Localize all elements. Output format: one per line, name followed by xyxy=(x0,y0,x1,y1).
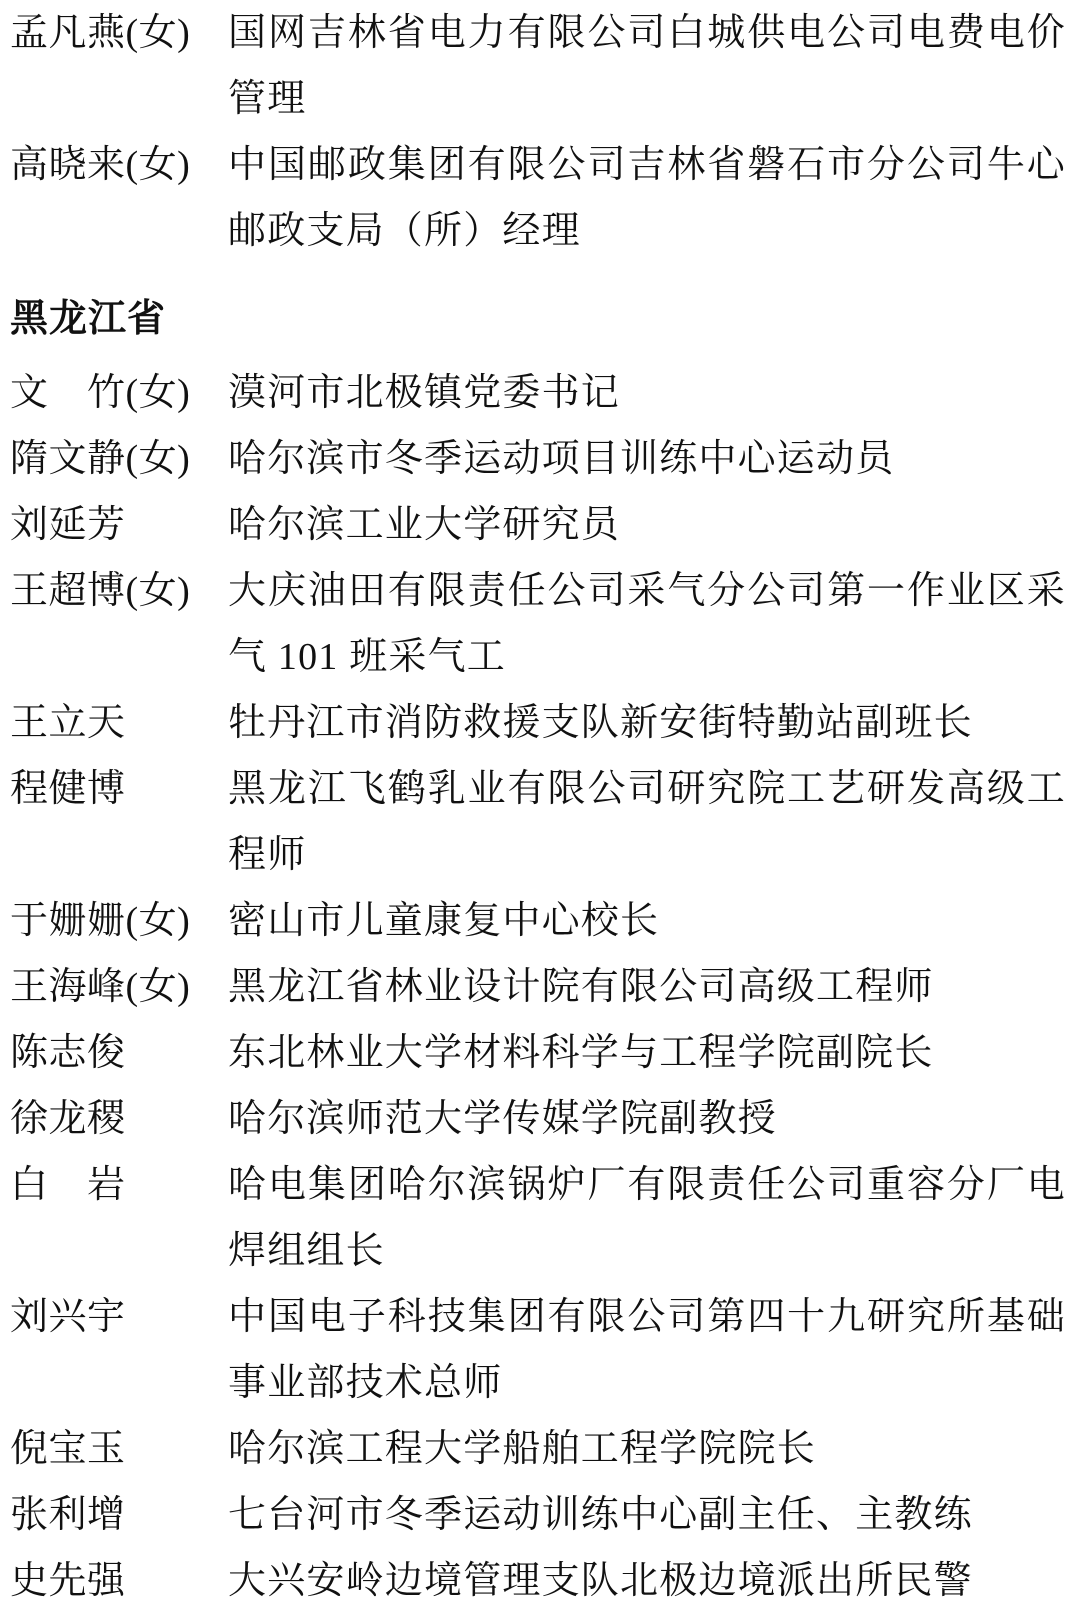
person-title: 哈尔滨师范大学传媒学院副教授 xyxy=(228,1098,777,1140)
person-name: 刘兴宇 xyxy=(10,1296,126,1338)
continued-entry-list xyxy=(10,0,1066,264)
list-item xyxy=(10,690,1066,756)
person-name: 王超博(女) xyxy=(10,570,191,612)
list-item xyxy=(10,1020,1066,1086)
person-title: 哈电集团哈尔滨锅炉厂有限责任公司重容分厂电焊组组长 xyxy=(228,1164,1066,1272)
person-name: 白 岩 xyxy=(10,1164,126,1206)
list-item xyxy=(10,756,1066,888)
person-name: 程健博 xyxy=(10,768,126,810)
person-title: 哈尔滨工业大学研究员 xyxy=(228,504,621,546)
list-item xyxy=(10,1152,1066,1284)
section-heading: 黑龙江省 xyxy=(10,298,167,340)
person-title: 哈尔滨工程大学船舶工程学院院长 xyxy=(228,1428,817,1470)
person-title: 牡丹江市消防救援支队新安街特勤站副班长 xyxy=(228,702,973,744)
person-name: 王立天 xyxy=(10,702,126,744)
person-title: 大庆油田有限责任公司采气分公司第一作业区采气 101 班采气工 xyxy=(228,570,1066,678)
list-item xyxy=(10,1548,1066,1614)
list-item xyxy=(10,132,1066,264)
person-name: 倪宝玉 xyxy=(10,1428,126,1470)
list-item xyxy=(10,888,1066,954)
list-item xyxy=(10,1086,1066,1152)
list-item xyxy=(10,1482,1066,1548)
person-title: 东北林业大学材料科学与工程学院副院长 xyxy=(228,1032,934,1074)
person-title: 中国电子科技集团有限公司第四十九研究所基础事业部技术总师 xyxy=(228,1296,1066,1404)
person-title: 黑龙江省林业设计院有限公司高级工程师 xyxy=(228,966,934,1008)
person-name: 张利增 xyxy=(10,1494,126,1536)
person-title: 哈尔滨市冬季运动项目训练中心运动员 xyxy=(228,438,895,480)
person-name: 隋文静(女) xyxy=(10,438,191,480)
person-title: 漠河市北极镇党委书记 xyxy=(228,372,621,414)
list-item xyxy=(10,954,1066,1020)
person-name: 高晓来(女) xyxy=(10,144,191,186)
list-item xyxy=(10,558,1066,690)
section-entry-list xyxy=(10,360,1066,1614)
person-title: 国网吉林省电力有限公司白城供电公司电费电价管理 xyxy=(228,12,1066,120)
person-name: 于姗姗(女) xyxy=(10,900,191,942)
person-name: 陈志俊 xyxy=(10,1032,126,1074)
person-name: 孟凡燕(女) xyxy=(10,12,191,54)
person-name: 文 竹(女) xyxy=(10,372,191,414)
list-item xyxy=(10,1284,1066,1416)
person-name: 史先强 xyxy=(10,1560,126,1602)
person-name: 徐龙稷 xyxy=(10,1098,126,1140)
person-name: 刘延芳 xyxy=(10,504,126,546)
list-item xyxy=(10,426,1066,492)
person-title: 七台河市冬季运动训练中心副主任、主教练 xyxy=(228,1494,973,1536)
person-title: 中国邮政集团有限公司吉林省磐石市分公司牛心邮政支局（所）经理 xyxy=(228,144,1066,252)
list-item xyxy=(10,1416,1066,1482)
person-title: 大兴安岭边境管理支队北极边境派出所民警 xyxy=(228,1560,973,1602)
person-name: 王海峰(女) xyxy=(10,966,191,1008)
list-item xyxy=(10,360,1066,426)
list-item xyxy=(10,0,1066,132)
person-title: 密山市儿童康复中心校长 xyxy=(228,900,660,942)
list-item xyxy=(10,492,1066,558)
person-title: 黑龙江飞鹤乳业有限公司研究院工艺研发高级工程师 xyxy=(228,768,1066,876)
